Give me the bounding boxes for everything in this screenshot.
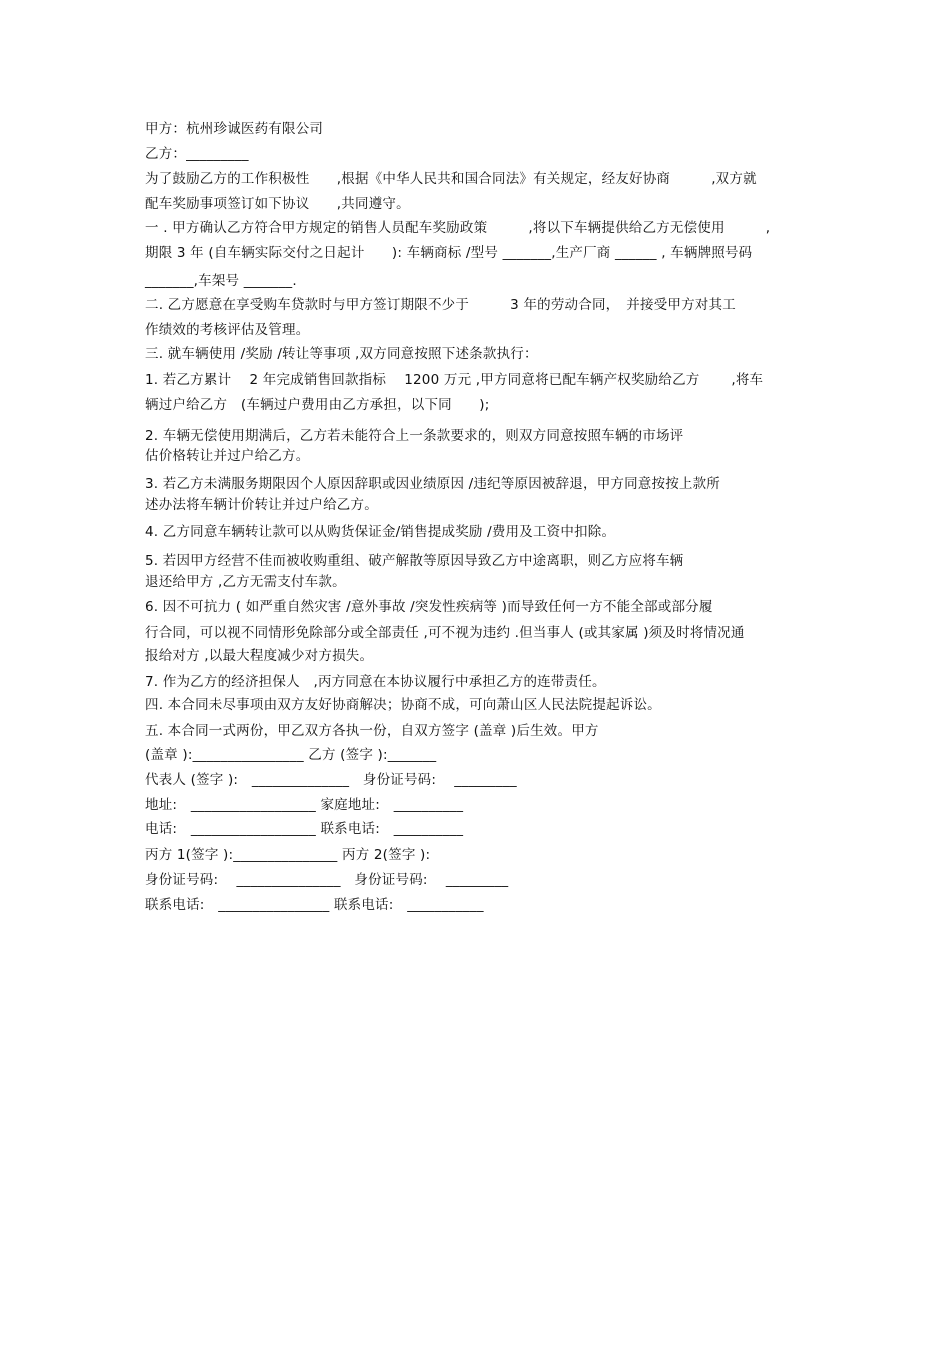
item-6-line-1: 6. 因不可抗力 ( 如严重自然灾害 /意外事故 /突发性疾病等 )而导致任何一方不能全部或部分履	[145, 599, 713, 615]
item-1-line-2: 辆过户给乙方 (车辆过户费用由乙方承担，以下同 );	[145, 397, 490, 413]
clause-2-line-1: 二. 乙方愿意在享受购车贷款时与甲方签订期限不少于 3 年的劳动合同， 并接受甲方对其工	[145, 297, 736, 313]
item-1-line-1: 1. 若乙方累计 2 年完成销售回款指标 1200 万元 ,甲方同意将已配车辆产权奖励给乙方 ,将车	[145, 372, 764, 388]
item-3-line-2: 述办法将车辆计价转让并过户给乙方。	[145, 497, 378, 513]
address-line: 地址: __________________ 家庭地址: __________	[145, 797, 464, 813]
phone-line: 电话: __________________ 联系电话: __________	[145, 821, 464, 837]
clause-1-line-1: 一 . 甲方确认乙方符合甲方规定的销售人员配车奖励政策 ,将以下车辆提供给乙方无偿使用 ,	[145, 220, 771, 236]
item-3-line-1: 3. 若乙方未满服务期限因个人原因辞职或因业绩原因 /违纪等原因被辞退，甲方同意按按上款所	[145, 476, 721, 492]
preamble-line-1: 为了鼓励乙方的工作积极性 ,根据《中华人民共和国合同法》有关规定，经友好协商 ,双方就	[145, 171, 757, 187]
representative-line: 代表人 (签字 ): ______________ 身份证号码: _________	[145, 772, 517, 788]
preamble-line-2: 配车奖励事项签订如下协议 ,共同遵守。	[145, 196, 410, 212]
item-4-line: 4. 乙方同意车辆转让款可以从购货保证金/销售提成奖励 /费用及工资中扣除。	[145, 524, 616, 540]
item-2-line-1: 2. 车辆无偿使用期满后，乙方若未能符合上一条款要求的，则双方同意按照车辆的市场评	[145, 428, 684, 444]
clause-1-line-2: 期限 3 年 (自车辆实际交付之日起计 ): 车辆商标 /型号 _______,生产厂商 ______ , 车辆牌照号码	[145, 245, 753, 261]
signature-party-line: (盖章 ):________________ 乙方 (签字 ):_______	[145, 747, 437, 763]
clause-3-heading: 三. 就车辆使用 /奖励 /转让等事项 ,双方同意按照下述条款执行：	[145, 346, 538, 362]
guarantor-phone-line: 联系电话: ________________ 联系电话: ___________	[145, 897, 484, 913]
item-5-line-1: 5. 若因甲方经营不佳而被收购重组、破产解散等原因导致乙方中途离职，则乙方应将车辆	[145, 553, 684, 569]
guarantor-id-line: 身份证号码: _______________ 身份证号码: _________	[145, 872, 509, 888]
item-6-line-2: 行合同，可以视不同情形免除部分或全部责任 ,可不视为违约 .但当事人 (或其家属 )须及时将情况通	[145, 625, 745, 641]
guarantor-signature-line: 丙方 1(签字 ):_______________ 丙方 2(签字 ):	[145, 847, 431, 863]
party-b-line: 乙方：_________	[145, 146, 249, 162]
clause-2-line-2: 作绩效的考核评估及管理。	[145, 322, 310, 338]
item-7-line: 7. 作为乙方的经济担保人 ,丙方同意在本协议履行中承担乙方的连带责任。	[145, 674, 606, 690]
clause-5-line: 五. 本合同一式两份，甲乙双方各执一份，自双方签字 (盖章 )后生效。甲方	[145, 723, 599, 739]
clause-1-line-3: _______,车架号 _______.	[145, 273, 297, 289]
party-a-line: 甲方：杭州珍诚医药有限公司	[145, 121, 324, 137]
clause-4-line: 四. 本合同未尽事项由双方友好协商解决；协商不成，可向萧山区人民法院提起诉讼。	[145, 697, 661, 713]
item-2-line-2: 估价格转让并过户给乙方。	[145, 448, 310, 464]
item-6-line-3: 报给对方 ,以最大程度减少对方损失。	[145, 648, 374, 664]
item-5-line-2: 退还给甲方 ,乙方无需支付车款。	[145, 574, 346, 590]
